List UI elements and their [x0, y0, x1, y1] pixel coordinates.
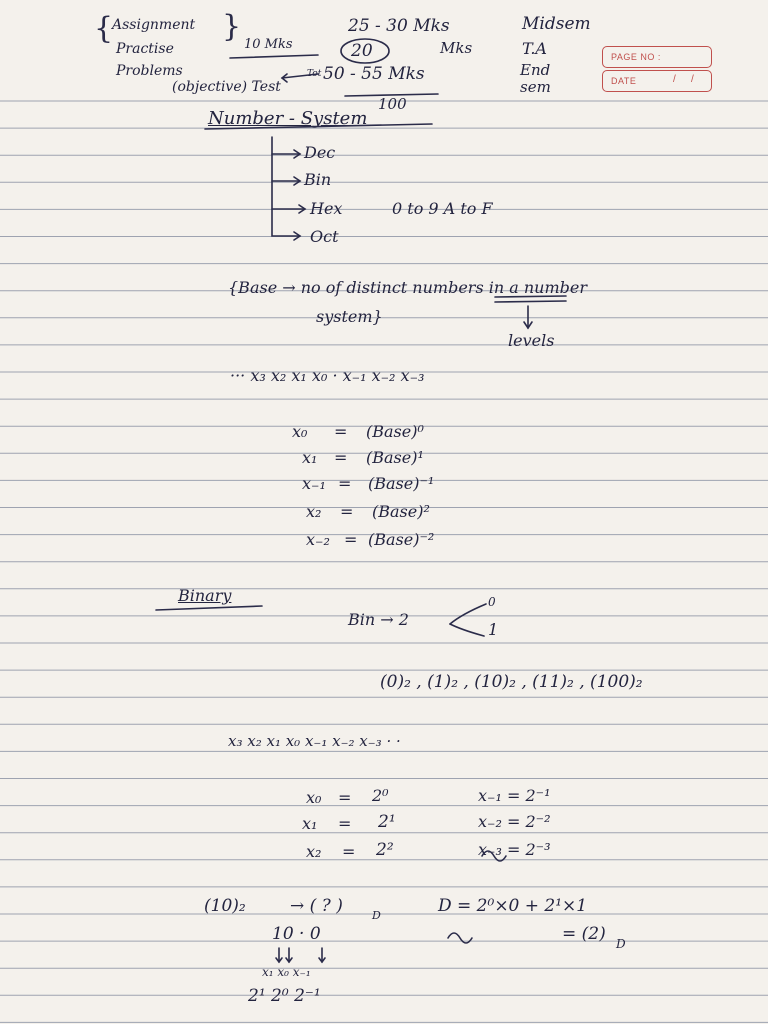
midsem-marks: 25 - 30 Mks	[348, 16, 450, 36]
power-lhs: x₋₂	[306, 530, 330, 549]
binary-neg-power: x₋₁ = 2⁻¹	[478, 786, 551, 805]
ten-marks: 10 Mks	[244, 37, 293, 52]
conversion-result: = (2)	[562, 924, 606, 944]
right-brace: }	[222, 9, 242, 44]
brace-item: Assignment	[112, 17, 196, 33]
total-marks: 100	[378, 95, 407, 113]
positions-line: ··· x₃ x₂ x₁ x₀ · x₋₁ x₋₂ x₋₃	[230, 366, 425, 385]
conversion-powers: 2¹ 2⁰ 2⁻¹	[248, 986, 321, 1006]
binary-power-lhs: x₂	[306, 842, 322, 861]
conversion-arrow: → ( ? )	[290, 896, 343, 916]
base-definition-line2: system}	[316, 307, 383, 326]
page-no-label: PAGE NO :	[611, 52, 661, 62]
power-rhs: (Base)²	[372, 502, 430, 521]
binary-heading: Binary	[178, 586, 232, 605]
date-label: DATE	[611, 76, 637, 86]
brace-item: Practise	[116, 41, 174, 57]
conversion-number: 10 · 0	[272, 924, 321, 944]
objective-test: (objective) Test	[172, 79, 281, 95]
number-system-title: Number - System	[208, 108, 368, 129]
power-lhs: x₀	[292, 422, 308, 441]
branch-bin: Bin	[304, 170, 332, 189]
power-lhs: x₋₁	[302, 474, 326, 493]
binary-power-lhs: x₀	[306, 788, 322, 807]
binary-power-lhs: x₁	[302, 814, 318, 833]
conversion-left: (10)₂	[204, 896, 246, 916]
hex-range: 0 to 9 A to F	[392, 199, 493, 218]
conversion-rhs: D = 2⁰×0 + 2¹×1	[438, 896, 588, 916]
ta-label: T.A	[522, 39, 547, 58]
levels-note: levels	[508, 331, 555, 350]
brace-item: Problems	[116, 63, 183, 79]
binary-neg-power: x₋₂ = 2⁻²	[478, 812, 551, 831]
branch-hex: Hex	[310, 199, 343, 218]
power-rhs: (Base)¹	[366, 448, 424, 467]
midsem-label: Midsem	[522, 14, 591, 34]
binary-power-rhs: 2²	[376, 840, 394, 860]
branch-dec: Dec	[304, 143, 336, 162]
ta-unit: Mks	[440, 39, 473, 57]
power-lhs: x₁	[302, 448, 318, 467]
notebook-page: PAGE NO : DATE / / { Assignment Practise Problems } 10 Mks (objective) Test Tot 25 - 30 Mks Midsem 20 Mks T.A 50 - 55 Mks End sem 100 Number - System Dec Bin Hex 0 to 9 A to F Oct {Base → no of distinct numbers in a number system} levels ··· x₃ x₂ x₁ x₀ · x₋₁ x₋₂ x₋₃ x₀ = (Base)⁰ x₁ = (Base)¹ x₋₁ = (Base)⁻¹ x₂ = (Base)² x₋₂ = (Base)⁻² Binary Bin → 2 0 1 (0)₂ , (1)₂ , (10)₂ , (11)₂ , (100)₂ x₃ x₂ x₁ x₀ x₋₁ x₋₂ x₋₃ · · x₀ = 2⁰ x₁ = 2¹ x₂ = 2² x₋₁ = 2⁻¹ x₋₂ = 2⁻² x₋₃ = 2⁻³ (10)₂ → ( ? ) D D = 2⁰×0 + 2¹×1 = (2) D 10 · 0 x₁ x₀ x₋₁ 2¹ 2⁰ 2⁻¹	[0, 0, 768, 1024]
binary-digit-one: 1	[488, 620, 499, 639]
left-brace: {	[94, 11, 114, 46]
branch-oct: Oct	[310, 227, 339, 246]
bin-base-line: Bin → 2	[348, 610, 409, 629]
binary-neg-power: x₋₃ = 2⁻³	[478, 840, 551, 859]
power-lhs: x₂	[306, 502, 322, 521]
conversion-arrow-sub: D	[372, 909, 381, 922]
binary-positions: x₃ x₂ x₁ x₀ x₋₁ x₋₂ x₋₃ · ·	[228, 732, 401, 750]
binary-power-rhs: 2⁰	[372, 786, 389, 805]
ta-marks: 20	[351, 41, 373, 61]
power-rhs: (Base)⁻¹	[368, 474, 435, 493]
power-rhs: (Base)⁻²	[368, 530, 435, 549]
total-label: Tot	[307, 69, 322, 79]
binary-examples: (0)₂ , (1)₂ , (10)₂ , (11)₂ , (100)₂	[380, 672, 643, 692]
conversion-positions: x₁ x₀ x₋₁	[262, 965, 311, 979]
binary-digit-zero: 0	[488, 595, 496, 609]
binary-power-rhs: 2¹	[378, 812, 396, 832]
base-definition-line1: {Base → no of distinct numbers in a number	[228, 278, 588, 297]
date-box: DATE / /	[602, 70, 712, 92]
endsem-marks: 50 - 55 Mks	[323, 64, 425, 84]
endsem-label: End sem	[520, 61, 551, 97]
conversion-result-sub: D	[616, 937, 626, 951]
power-rhs: (Base)⁰	[366, 422, 424, 441]
